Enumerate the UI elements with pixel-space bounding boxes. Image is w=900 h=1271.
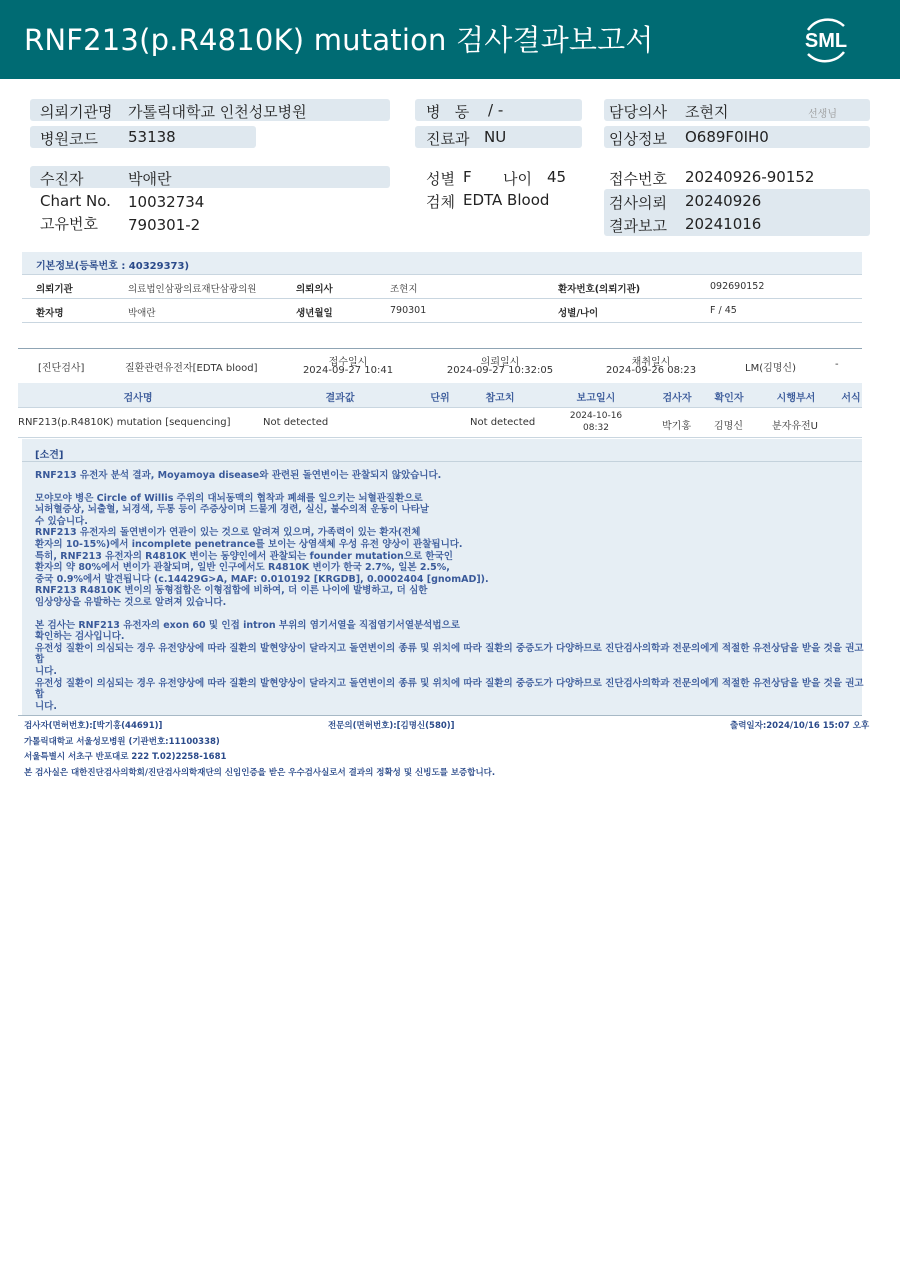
patient-name-label: 환자명 xyxy=(36,308,64,319)
footer-hospital: 가톨릭대학교 서울성모병원 (기관번호:11100338) xyxy=(24,737,220,747)
result-tester: 박기홍 xyxy=(662,421,691,432)
test-group: 질환관련유전자[EDTA blood] xyxy=(125,363,258,374)
col-confirmer: 확인자 xyxy=(714,393,744,404)
basic-info-title: 기본정보(등록번호 : 40329373) xyxy=(36,261,190,272)
finding-disease-info: 모야모야 병은 Circle of Willis 주위의 대뇌동맥의 협착과 폐쇄를 일으키는 뇌혈관질환으로 뇌허혈증상, 뇌출혈, 뇌경색, 두통 등이 주증상이며 드물게 경련, 실신, 불수의적 운동이 나타날 수 있습니다. RNF213 유전자의 돌연변이가 연관이 있는 것으로 알려져 있으며, 가족력이 있는 환자(전체 환자의 10-15%)에서 incomplete penetrance를 보이는 상염색체 우성 유전 양상이 관찰됩니다. 특히, RNF213 유전자의 R4810K 변이는 동양인에서 관찰되는 founder mutation으로 한국인 환자의 약 80%에서 변이가 관찰되며, 일반 인구에서도 R4810K 변이가 한국 2.7%, 일본 2.5%, 중국 0.9%에서 발견됩니다 (c.14429G>A, MAF: 0.010192 [KRGDB], 0.0002404 [gnomAD]). RNF213 R4810K 변이의 동형접합은 이형접합에 비하여, 더 이른 나이에 발병하고, 더 심한 임상양상을 유발하는 것으로 알려져 있습니다. xyxy=(35,492,489,608)
footer-address: 서울특별시 서초구 반포대로 222 T.02)2258-1681 xyxy=(24,752,227,762)
request-doctor-value: 조현지 xyxy=(390,284,418,295)
col-tester: 검사자 xyxy=(662,393,692,404)
divider xyxy=(18,348,862,349)
doctor-label: 담당의사 xyxy=(609,103,667,121)
request-dt-value: 2024-09-27 10:32:05 xyxy=(446,365,554,376)
institution-value: 가톨릭대학교 인천성모병원 xyxy=(128,103,307,121)
result-report-date: 2024-10-16 xyxy=(569,411,623,421)
footer-print-date: 출력일자:2024/10/16 15:07 오후 xyxy=(730,721,870,731)
patient-number-value: 092690152 xyxy=(710,281,765,292)
lm-name: LM(김명신) xyxy=(745,363,796,374)
col-unit: 단위 xyxy=(430,393,450,404)
requester-label: 의뢰기관 xyxy=(36,284,73,295)
collect-dt-value: 2024-09-26 08:23 xyxy=(605,365,697,376)
col-report-date: 보고일시 xyxy=(576,393,616,404)
footer-certification: 본 검사실은 대한진단검사의학회/진단검사의학재단의 신임인증을 받은 우수검사실로서 결과의 정확성 및 신빙도를 보증합니다. xyxy=(24,768,496,778)
request-value: 20240926 xyxy=(685,192,762,210)
sex-value: F xyxy=(463,168,472,186)
finding-summary: RNF213 유전자 분석 결과, Moyamoya disease와 관련된 돌연변이는 관찰되지 않았습니다. xyxy=(35,470,442,481)
divider xyxy=(18,437,862,438)
clinical-info-label: 임상정보 xyxy=(609,130,667,148)
sex-age-value: F / 45 xyxy=(710,305,737,316)
divider xyxy=(22,298,862,299)
svg-text:SML: SML xyxy=(804,30,848,52)
specimen-label: 검체 xyxy=(426,193,455,211)
divider xyxy=(22,274,862,275)
specimen-value: EDTA Blood xyxy=(463,191,550,209)
doctor-suffix: 선생님 xyxy=(808,109,837,120)
unique-value: 790301-2 xyxy=(128,216,201,234)
request-doctor-label: 의뢰의사 xyxy=(296,284,333,295)
findings-title: [소견] xyxy=(35,450,64,461)
sml-logo xyxy=(798,12,854,68)
divider xyxy=(22,461,862,462)
finding-method: 본 검사는 RNF213 유전자의 exon 60 및 인접 intron 부위의 염기서열을 직접염기서열분석법으로 확인하는 검사입니다. 유전성 질환이 의심되는 경우 유전양상에 따라 질환의 발현양상이 달라지고 돌연변이의 종류 및 위치에 따라 질환의 중증도가 다양하므로 진단검사의학과 전문의에게 적절한 유전상담을 받을 것을 권고합 니다. 유전성 질환이 의심되는 경우 유전양상에 따라 질환의 발현양상이 달라지고 돌연변이의 종류 및 위치에 따라 질환의 중증도가 다양하므로 진단검사의학과 전문의에게 적절한 유전상담을 받을 것을 권고합 니다. xyxy=(35,619,864,712)
sex-label: 성별 xyxy=(426,170,455,188)
chart-value: 10032734 xyxy=(128,193,205,211)
clinical-info-value: O689F0IH0 xyxy=(685,128,769,146)
collect-dt-label: 채취일시 xyxy=(631,357,671,368)
birthdate-label: 생년월일 xyxy=(296,308,333,319)
result-test-name: RNF213(p.R4810K) mutation [sequencing] xyxy=(18,417,231,428)
department-label: 진료과 xyxy=(426,130,470,148)
receipt-label: 접수번호 xyxy=(609,170,667,188)
result-department: 분자유전U xyxy=(772,421,818,432)
divider xyxy=(22,322,862,323)
footer-specialist: 전문의(면허번호):[김명신(580)] xyxy=(328,721,455,731)
col-department: 시행부서 xyxy=(776,393,816,404)
ward-label: 병 동 xyxy=(426,103,470,121)
result-value: Not detected xyxy=(263,417,329,428)
department-value: NU xyxy=(484,128,507,146)
patient-name-value: 박애란 xyxy=(128,308,156,319)
hospital-code-label: 병원코드 xyxy=(40,130,98,148)
col-form: 서식 xyxy=(841,393,861,404)
request-dt-label: 의뢰일시 xyxy=(480,357,520,368)
findings-text xyxy=(35,470,865,712)
receipt-dt-label: 접수일시 xyxy=(328,357,368,368)
doctor-value: 조현지 xyxy=(685,103,729,121)
patient-pill xyxy=(30,166,390,188)
request-label: 검사의뢰 xyxy=(609,194,667,212)
result-reference: Not detected xyxy=(470,417,536,428)
age-value: 45 xyxy=(547,168,567,186)
col-reference: 참고치 xyxy=(485,393,515,404)
report-value: 20241016 xyxy=(685,215,762,233)
col-test-name: 검사명 xyxy=(123,393,153,404)
col-result: 결과값 xyxy=(325,393,355,404)
result-confirmer: 김명신 xyxy=(714,421,743,432)
birthdate-value: 790301 xyxy=(390,305,427,316)
lm-dash: - xyxy=(835,359,839,370)
patient-label: 수진자 xyxy=(40,170,84,188)
divider xyxy=(18,715,862,716)
hospital-code-value: 53138 xyxy=(128,128,176,146)
report-title: RNF213(p.R4810K) mutation 검사결과보고서 xyxy=(24,23,654,57)
receipt-dt-value: 2024-09-27 10:41 xyxy=(302,365,394,376)
patient-value: 박애란 xyxy=(128,170,172,188)
age-label: 나이 xyxy=(503,170,532,188)
report-label: 결과보고 xyxy=(609,217,667,235)
report-header xyxy=(0,0,900,79)
patient-number-label: 환자번호(의뢰기관) xyxy=(558,284,641,295)
institution-label: 의뢰기관명 xyxy=(40,103,113,121)
footer-tester: 검사자(면허번호):[박기홍(44691)] xyxy=(24,721,163,731)
chart-label: Chart No. xyxy=(40,192,111,210)
ward-value: / - xyxy=(488,101,504,119)
divider xyxy=(18,407,862,408)
unique-label: 고유번호 xyxy=(40,215,98,233)
test-category: [진단검사] xyxy=(38,363,85,374)
sex-age-label: 성별/나이 xyxy=(558,308,599,319)
receipt-value: 20240926-90152 xyxy=(685,168,815,186)
requester-value: 의료법인삼광의료재단삼광의원 xyxy=(128,284,257,295)
result-report-time: 08:32 xyxy=(583,423,609,433)
